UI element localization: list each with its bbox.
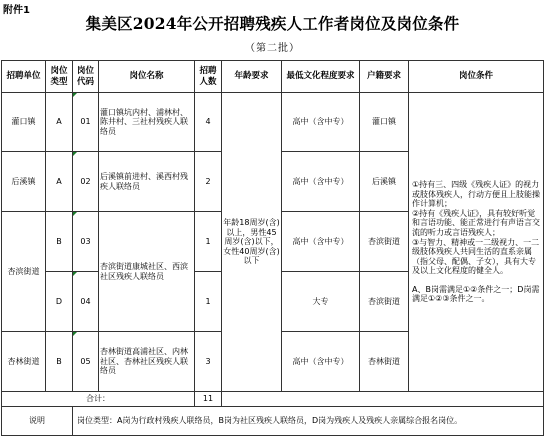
header-hukou: 户籍要求	[360, 61, 409, 93]
name-cell: 杏林街道高浦社区、内林社区、杏林社区残疾人联络员	[99, 332, 195, 392]
condition-item-2: ②持有《残疾人证》，具有较好听觉和言语功能、能正常进行有声语言交流的听力或言语残疾人；	[412, 208, 540, 237]
age-cell: 年龄18周岁(含)以上，男性45周岁(含)以下，女性40周岁(含)以下	[222, 93, 282, 392]
count-cell: 1	[195, 212, 222, 272]
name-cell: 灌口镇坑内村、浦林村、陈井村、三社村残疾人联络员	[99, 93, 195, 152]
marker-triangle-icon	[73, 332, 77, 336]
count-cell: 1	[195, 272, 222, 332]
total-row	[2, 392, 544, 407]
header-count: 招聘人数	[195, 61, 222, 93]
type-cell: D	[46, 272, 73, 332]
marker-triangle-icon	[73, 212, 77, 216]
code-value: 01	[80, 117, 91, 127]
total-label: 合计：	[2, 392, 195, 407]
condition-item-4: A、B岗需满足①②条件之一；D岗需满足①②③条件之一。	[412, 284, 540, 304]
count-cell: 2	[195, 152, 222, 212]
count-cell: 3	[195, 332, 222, 392]
unit-cell: 灌口镇	[2, 93, 46, 152]
header-conditions: 岗位条件	[409, 61, 544, 93]
education-cell: 高中（含中专）	[282, 212, 360, 272]
marker-triangle-icon	[73, 272, 77, 276]
hukou-cell: 杏滨街道	[360, 272, 409, 332]
page-subtitle: （第二批）	[245, 43, 300, 54]
hukou-cell: 灌口镇	[360, 93, 409, 152]
type-cell: A	[46, 152, 73, 212]
code-cell	[73, 152, 99, 212]
code-cell	[73, 272, 99, 332]
header-unit: 招聘单位	[2, 61, 46, 93]
type-cell: B	[46, 332, 73, 392]
total-blank	[222, 392, 544, 407]
code-value: 02	[80, 176, 91, 186]
unit-cell: 杏滨街道	[2, 212, 46, 332]
hukou-cell: 杏林街道	[360, 332, 409, 392]
code-cell	[73, 212, 99, 272]
total-value: 11	[195, 392, 222, 407]
code-cell	[73, 332, 99, 392]
education-cell: 高中（含中专）	[282, 332, 360, 392]
code-value: 05	[80, 356, 91, 366]
header-type: 岗位类型	[46, 61, 73, 93]
type-cell: B	[46, 212, 73, 272]
name-cell: 后溪镇前进村、溪西村残疾人联络员	[99, 152, 195, 212]
header-age: 年龄要求	[222, 61, 282, 93]
header-code: 岗位代码	[73, 61, 99, 93]
hukou-cell: 杏滨街道	[360, 212, 409, 272]
page-title: 集美区2024年公开招聘残疾人工作者岗位及岗位条件	[85, 14, 460, 33]
education-cell: 高中（含中专）	[282, 152, 360, 212]
code-cell	[73, 93, 99, 152]
hukou-cell: 后溪镇	[360, 152, 409, 212]
education-cell: 大专	[282, 272, 360, 332]
name-cell: 杏滨街道康城社区、西滨社区残疾人联络员	[99, 212, 195, 332]
table-row	[2, 93, 544, 152]
condition-item-3: ③与智力、精神或一二级视力、一二级肢体残疾人共同生活的直系亲属（指父母、配偶、子女），具有大专及以上文化程度的健全人。	[412, 237, 540, 276]
marker-triangle-icon	[73, 152, 77, 156]
code-value: 03	[80, 236, 91, 246]
header-name: 岗位名称	[99, 61, 195, 93]
note-text: 岗位类型：A岗为行政村残疾人联络员，B岗为社区残疾人联络员，D岗为残疾人及残疾人亲属综合报名岗位。	[73, 407, 544, 436]
count-cell: 4	[195, 93, 222, 152]
marker-triangle-icon	[73, 93, 77, 97]
header-row	[2, 61, 544, 93]
unit-cell: 杏林街道	[2, 332, 46, 392]
type-cell: A	[46, 93, 73, 152]
unit-cell: 后溪镇	[2, 152, 46, 212]
positions-table	[1, 60, 544, 436]
note-row	[2, 407, 544, 436]
education-cell: 高中（含中专）	[282, 93, 360, 152]
code-value: 04	[80, 296, 91, 306]
note-label: 说明	[2, 407, 73, 436]
conditions-cell	[409, 93, 544, 392]
attachment-label: 附件1	[3, 5, 30, 16]
header-education: 最低文化程度要求	[282, 61, 360, 93]
condition-item-1: ①持有三、四级《残疾人证》的视力或肢体残疾人，行动方便且上肢能操作计算机；	[412, 179, 540, 209]
